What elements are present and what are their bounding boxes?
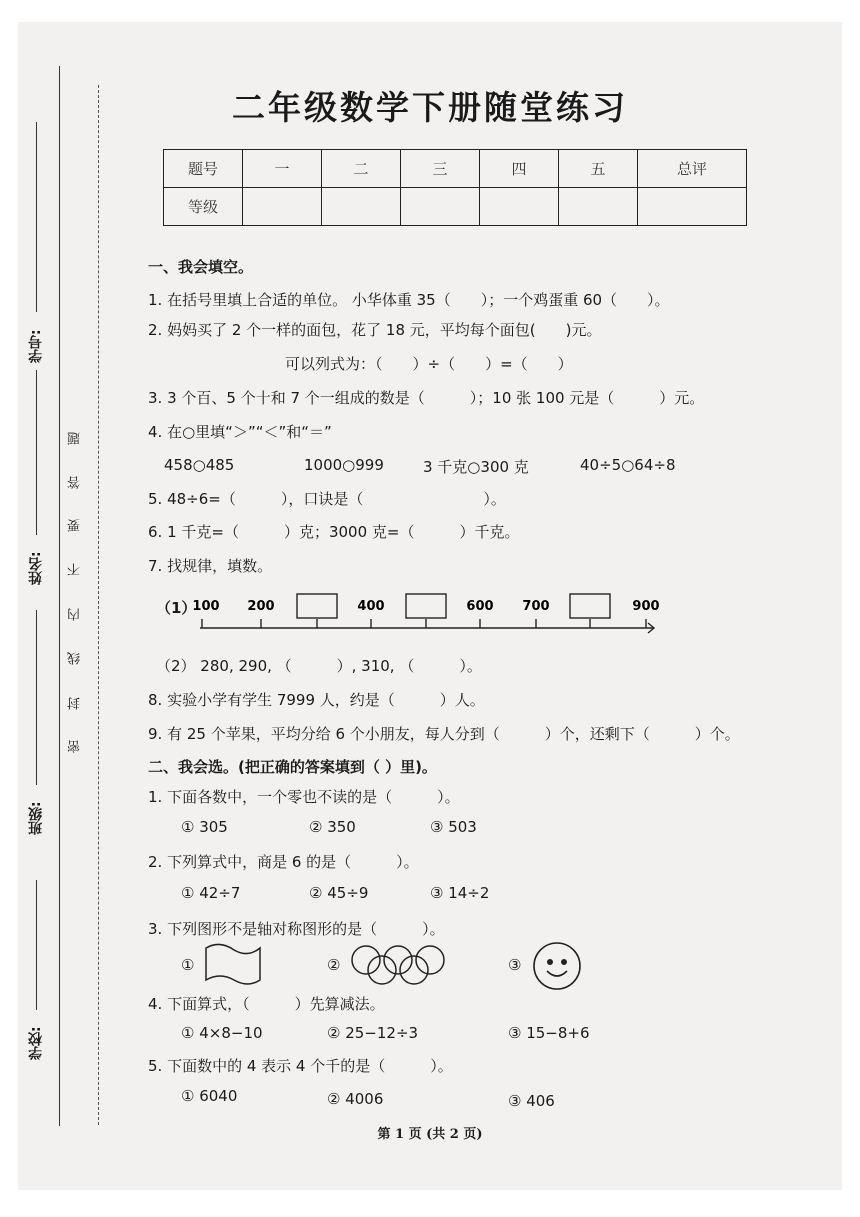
score-grade-cell bbox=[401, 188, 480, 226]
seal-char: 线 bbox=[68, 652, 83, 665]
question-1-4: 4. 在○里填“＞”“＜”和“＝” bbox=[148, 423, 332, 441]
name-label: 姓名: bbox=[28, 551, 44, 585]
pattern-1-label: （1） bbox=[156, 599, 197, 617]
number-line-label: 900 bbox=[632, 599, 660, 614]
seal-char: 不 bbox=[68, 563, 83, 576]
number-line-label: 400 bbox=[357, 599, 385, 614]
option: ③ bbox=[508, 956, 522, 974]
compare-item: 40÷5○64÷8 bbox=[580, 456, 676, 474]
score-grade-row bbox=[164, 188, 747, 226]
number-label: 学号: bbox=[28, 329, 44, 363]
section2-heading: 二、我会选。(把正确的答案填到（ ）里)。 bbox=[148, 758, 437, 776]
compare-item: 1000○999 bbox=[304, 456, 384, 474]
question-1-8: 8. 实验小学有学生 7999 人，约是（ ）人。 bbox=[148, 691, 485, 709]
compare-item: 458○485 bbox=[164, 456, 235, 474]
seal-char: 内 bbox=[68, 608, 83, 621]
school-blank bbox=[36, 880, 37, 1010]
question-2-2: 2. 下列算式中，商是 6 的是（ ）。 bbox=[148, 853, 419, 871]
binding-line bbox=[59, 66, 60, 1126]
number-line-label: 100 bbox=[192, 599, 220, 614]
seal-char: 密 bbox=[68, 740, 83, 753]
class-label: 班级: bbox=[28, 801, 44, 835]
score-grade-cell bbox=[638, 188, 747, 226]
score-header-cell: 五 bbox=[559, 150, 638, 188]
option: ② 350 bbox=[309, 818, 356, 836]
option: ② 4006 bbox=[327, 1090, 384, 1108]
answer-box bbox=[570, 594, 610, 618]
score-header-cell: 三 bbox=[401, 150, 480, 188]
question-1-7: 7. 找规律，填数。 bbox=[148, 557, 273, 575]
score-grade-cell: 等级 bbox=[164, 188, 243, 226]
question-1-2-formula: 可以列式为：（ ）÷（ ）=（ ） bbox=[285, 355, 573, 373]
question-2-1: 1. 下面各数中，一个零也不读的是（ ）。 bbox=[148, 788, 460, 806]
question-1-1: 1. 在括号里填上合适的单位。 小华体重 35（ ）；一个鸡蛋重 60（ ）。 bbox=[148, 291, 670, 309]
option: ① bbox=[181, 956, 195, 974]
question-1-2: 2. 妈妈买了 2 个一样的面包，花了 18 元，平均每个面包( )元。 bbox=[148, 321, 602, 339]
section1-heading: 一、我会填空。 bbox=[148, 258, 254, 276]
seal-char: 封 bbox=[68, 697, 83, 710]
number-line-label: 200 bbox=[247, 599, 275, 614]
score-grade-cell bbox=[559, 188, 638, 226]
option: ③ 503 bbox=[430, 818, 477, 836]
option: ③ 406 bbox=[508, 1092, 555, 1110]
option: ② 45÷9 bbox=[309, 884, 369, 902]
option: ① 6040 bbox=[181, 1087, 238, 1105]
question-1-6: 6. 1 千克=（ ）克；3000 克=（ ）千克。 bbox=[148, 523, 520, 541]
option: ③ 15−8+6 bbox=[508, 1024, 590, 1042]
score-grade-cell bbox=[480, 188, 559, 226]
smiley-face-icon bbox=[531, 940, 583, 992]
class-blank bbox=[36, 610, 37, 785]
question-2-4: 4. 下面算式，（ ）先算减法。 bbox=[148, 995, 385, 1013]
seal-char: 答 bbox=[68, 476, 83, 489]
question-1-9: 9. 有 25 个苹果，平均分给 6 个小朋友，每人分到（ ）个，还剩下（ ）个。 bbox=[148, 725, 740, 743]
option: ① 305 bbox=[181, 818, 228, 836]
answer-box bbox=[297, 594, 337, 618]
option: ① 4×8−10 bbox=[181, 1024, 263, 1042]
score-header-cell: 二 bbox=[322, 150, 401, 188]
compare-item: 3 千克○300 克 bbox=[423, 458, 529, 476]
score-grade-cell bbox=[243, 188, 322, 226]
number-blank bbox=[36, 122, 37, 312]
question-2-5: 5. 下面数中的 4 表示 4 个千的是（ ）。 bbox=[148, 1057, 453, 1075]
answer-box bbox=[406, 594, 446, 618]
option: ① 42÷7 bbox=[181, 884, 241, 902]
flag-shape-icon bbox=[203, 943, 263, 985]
number-line-label: 700 bbox=[522, 599, 550, 614]
name-blank bbox=[36, 370, 37, 535]
option: ③ 14÷2 bbox=[430, 884, 490, 902]
number-line-label: 600 bbox=[466, 599, 494, 614]
school-label: 学校: bbox=[28, 1026, 44, 1060]
option: ② bbox=[327, 956, 341, 974]
seal-char: 题 bbox=[68, 432, 83, 445]
page-title: 二年级数学下册随堂练习 bbox=[232, 88, 628, 127]
score-header-cell: 一 bbox=[243, 150, 322, 188]
number-line bbox=[180, 588, 680, 648]
question-1-7-2: （2） 280, 290, （ ）, 310, （ ）。 bbox=[156, 657, 482, 675]
score-header-cell: 四 bbox=[480, 150, 559, 188]
seal-char: 要 bbox=[68, 519, 83, 532]
score-header-cell: 题号 bbox=[164, 150, 243, 188]
question-1-3: 3. 3 个百、5 个十和 7 个一组成的数是（ ）；10 张 100 元是（ ）元。 bbox=[148, 389, 705, 407]
option: ② 25−12÷3 bbox=[327, 1024, 419, 1042]
score-grade-cell bbox=[322, 188, 401, 226]
seal-dashed-line bbox=[98, 85, 99, 1125]
score-header-cell: 总评 bbox=[638, 150, 747, 188]
question-1-5: 5. 48÷6=（ ），口诀是（ ）。 bbox=[148, 490, 506, 508]
olympic-rings-icon bbox=[350, 943, 445, 985]
page-footer: 第 1 页 (共 2 页) bbox=[377, 1127, 483, 1142]
question-2-3: 3. 下列图形不是轴对称图形的是（ ）。 bbox=[148, 920, 445, 938]
score-table bbox=[163, 149, 747, 226]
score-header-row bbox=[164, 150, 747, 188]
